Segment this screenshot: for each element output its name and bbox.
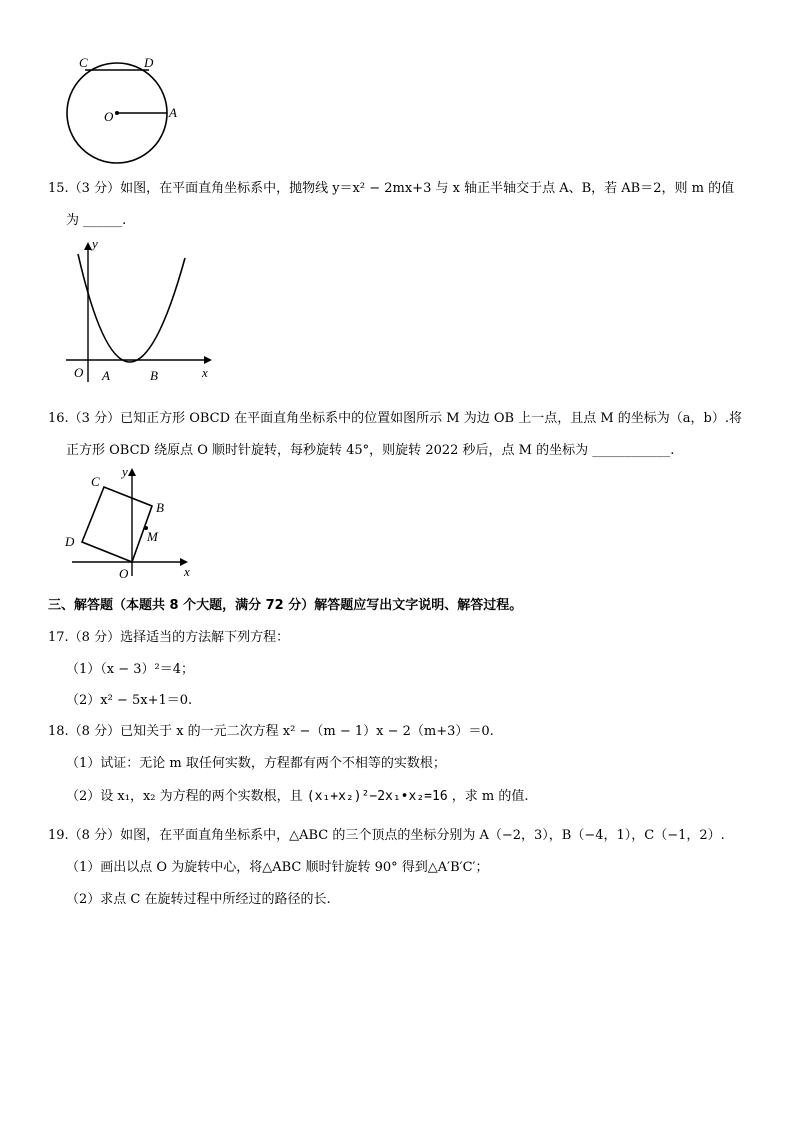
- label-b: B: [156, 500, 164, 515]
- q16-line2: 正方形 OBCD 绕原点 O 顺时针旋转，每秒旋转 45°，则旋转 2022 秒后，点 M 的坐标为 ____________.: [66, 443, 675, 458]
- label-c: C: [91, 474, 100, 489]
- square-obcd: [82, 487, 152, 562]
- y-axis-arrow: [128, 468, 136, 476]
- label-a: A: [102, 368, 110, 383]
- label-d: D: [144, 55, 154, 70]
- label-x: x: [184, 564, 190, 579]
- q19-stem: 19.（8 分）如图，在平面直角坐标系中，△ABC 的三个顶点的坐标分别为 A（−2，3），B（−4，1），C（−1，2）.: [48, 828, 725, 843]
- label-o: O: [74, 365, 84, 380]
- square-figure: [60, 462, 200, 580]
- label-o: O: [104, 109, 114, 124]
- y-axis-arrow: [84, 242, 92, 250]
- section-3-heading: 三、解答题（本题共 8 个大题，满分 72 分）解答题应写出文字说明、解答过程。: [48, 598, 523, 613]
- circle-figure: [55, 48, 195, 166]
- q19-part2: （2）求点 C 在旋转过程中所经过的路径的长.: [66, 892, 331, 907]
- label-b: B: [150, 368, 158, 383]
- label-m: M: [147, 529, 158, 544]
- q15-line2: 为 ______.: [66, 213, 127, 228]
- q18-formula: (x₁+x₂)²−2x₁•x₂=16: [306, 789, 448, 804]
- label-a: A: [169, 105, 177, 120]
- q15-line1: 15.（3 分）如图，在平面直角坐标系中，抛物线 y＝x² − 2mx+3 与 x 轴正半轴交于点 A、B，若 AB＝2，则 m 的值: [48, 181, 735, 196]
- q17-stem: 17.（8 分）选择适当的方法解下列方程：: [48, 630, 290, 645]
- q17-part1: （1）（x − 3）²＝4；: [66, 662, 195, 677]
- label-c: C: [79, 55, 88, 70]
- q18-part2-text-a: （2）设 x₁，x₂ 为方程的两个实数根，且: [66, 789, 303, 804]
- label-x: x: [202, 365, 208, 380]
- q17-part2: （2）x² − 5x+1＝0.: [66, 693, 193, 708]
- label-y: y: [122, 464, 128, 479]
- parabola-figure: [60, 236, 220, 384]
- q19-part1: （1）画出以点 O 为旋转中心，将△ABC 顺时针旋转 90° 得到△A′B′C′；: [66, 860, 489, 875]
- label-o: O: [119, 566, 129, 580]
- q18-part2-text-b: ，求 m 的值.: [451, 789, 529, 804]
- q18-part1: （1）试证：无论 m 取任何实数，方程都有两个不相等的实数根；: [66, 756, 446, 771]
- label-y: y: [92, 236, 98, 251]
- center-point: [115, 111, 119, 115]
- label-d: D: [65, 534, 75, 549]
- q18-part2: [66, 788, 529, 806]
- parabola-curve: [78, 254, 185, 362]
- q16-line1: 16.（3 分）已知正方形 OBCD 在平面直角坐标系中的位置如图所示 M 为边 OB 上一点，且点 M 的坐标为（a，b）.将: [48, 411, 742, 426]
- x-axis-arrow: [204, 356, 212, 364]
- q18-stem: 18.（8 分）已知关于 x 的一元二次方程 x² −（m − 1）x − 2（m+3）＝0.: [48, 724, 494, 739]
